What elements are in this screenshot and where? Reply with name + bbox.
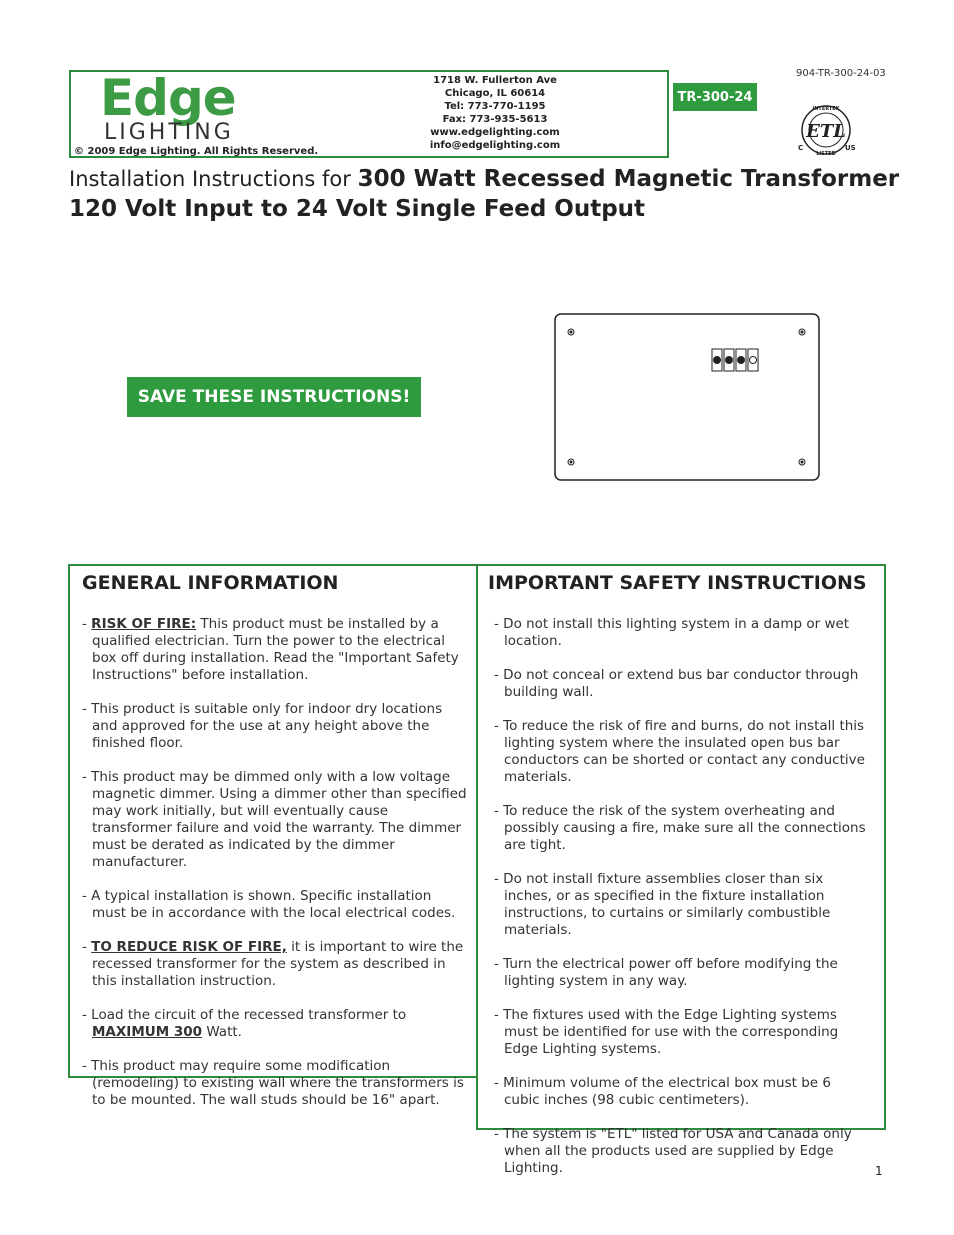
general-information-section [68, 564, 477, 1108]
list-item: - Turn the electrical power off before modifying the lighting system in any way. [494, 956, 838, 989]
title-prefix: Installation Instructions for [69, 167, 351, 191]
section-title: GENERAL INFORMATION [82, 572, 339, 594]
list-item: - Do not install fixture assemblies closer than six inches, or as specified in the fixture installation instructions, to curtains or similarly combustible materials. [494, 871, 831, 938]
list-item: - Minimum volume of the electrical box must be 6 cubic inches (98 cubic centimeters). [494, 1075, 831, 1108]
list-item: - The system is "ETL" listed for USA and Canada only when all the products used are supplied by Edge Lighting. [494, 1126, 852, 1176]
etl-bottom: LISTED [816, 151, 836, 157]
safety-instructions-section [476, 564, 886, 1176]
general-list [82, 616, 467, 1126]
list-item: - This product may require some modification (remodeling) to existing wall where the transformers is to be mounted. The wall studs should be 16" apart. [82, 1058, 464, 1108]
address-line: Chicago, IL 60614 [444, 88, 546, 99]
etl-listed-icon [796, 100, 856, 160]
list-item: - TO REDUCE RISK OF FIRE, it is important to wire the recessed transformer for the system as described in this installation instruction. [82, 939, 464, 989]
safety-list [494, 616, 869, 1194]
address-block [420, 74, 570, 152]
address-line: www.edgelighting.com [430, 127, 560, 138]
logo-lighting: LIGHTING [104, 120, 234, 145]
list-item: - To reduce the risk of the system overheating and possibly causing a fire, make sure all the connections are tight. [494, 803, 866, 853]
list-item: - The fixtures used with the Edge Lighting systems must be identified for use with the corresponding Edge Lighting systems. [494, 1007, 839, 1057]
list-item: - A typical installation is shown. Specific installation must be in accordance with the local electrical codes. [82, 888, 456, 921]
transformer-diagram [554, 313, 820, 481]
list-item: - To reduce the risk of fire and burns, do not install this lighting system where the insulated open bus bar conductors can be shorted or contact any conductive materials. [494, 718, 865, 785]
address-line: Tel: 773-770-1195 [444, 101, 546, 112]
address-line: Fax: 773-935-5613 [442, 114, 548, 125]
logo-edge: Edge [100, 69, 236, 127]
etl-top: INTERTEK [812, 106, 840, 112]
title-product: 300 Watt Recessed Magnetic Transformer [357, 166, 900, 192]
list-item: - Do not install this lighting system in a damp or wet location. [494, 616, 850, 649]
document-number: 904-TR-300-24-03 [796, 68, 886, 79]
address-line: 1718 W. Fullerton Ave [433, 75, 557, 86]
copyright: © 2009 Edge Lighting. All Rights Reserved. [74, 146, 319, 157]
list-item: - Do not conceal or extend bus bar conductor through building wall. [494, 667, 859, 700]
save-instructions-banner: SAVE THESE INSTRUCTIONS! [127, 377, 421, 417]
page-title [69, 164, 899, 194]
etl-main: ETL [806, 121, 846, 142]
etl-right: US [845, 144, 856, 152]
section-title: IMPORTANT SAFETY INSTRUCTIONS [488, 572, 867, 594]
list-item: - This product may be dimmed only with a low voltage magnetic dimmer. Using a dimmer other than specified may work initially, but will eventually cause transformer failure and void the warranty. The dimmer must be derated as indicated by the dimmer manufacturer. [82, 769, 467, 870]
model-badge: TR-300-24 [673, 83, 757, 111]
address-line: info@edgelighting.com [429, 140, 561, 151]
etl-left: C [798, 144, 804, 152]
page-subtitle: 120 Volt Input to 24 Volt Single Feed Output [69, 196, 646, 222]
page-number: 1 [875, 1164, 883, 1178]
list-item: - Load the circuit of the recessed transformer to MAXIMUM 300 Watt. [82, 1007, 407, 1040]
list-item: - This product is suitable only for indoor dry locations and approved for the use at any height above the finished floor. [82, 701, 443, 751]
list-item: - RISK OF FIRE: This product must be installed by a qualified electrician. Turn the power to the electrical box off during installation. Read the "Important Safety Instructions" before installation. [82, 616, 459, 683]
